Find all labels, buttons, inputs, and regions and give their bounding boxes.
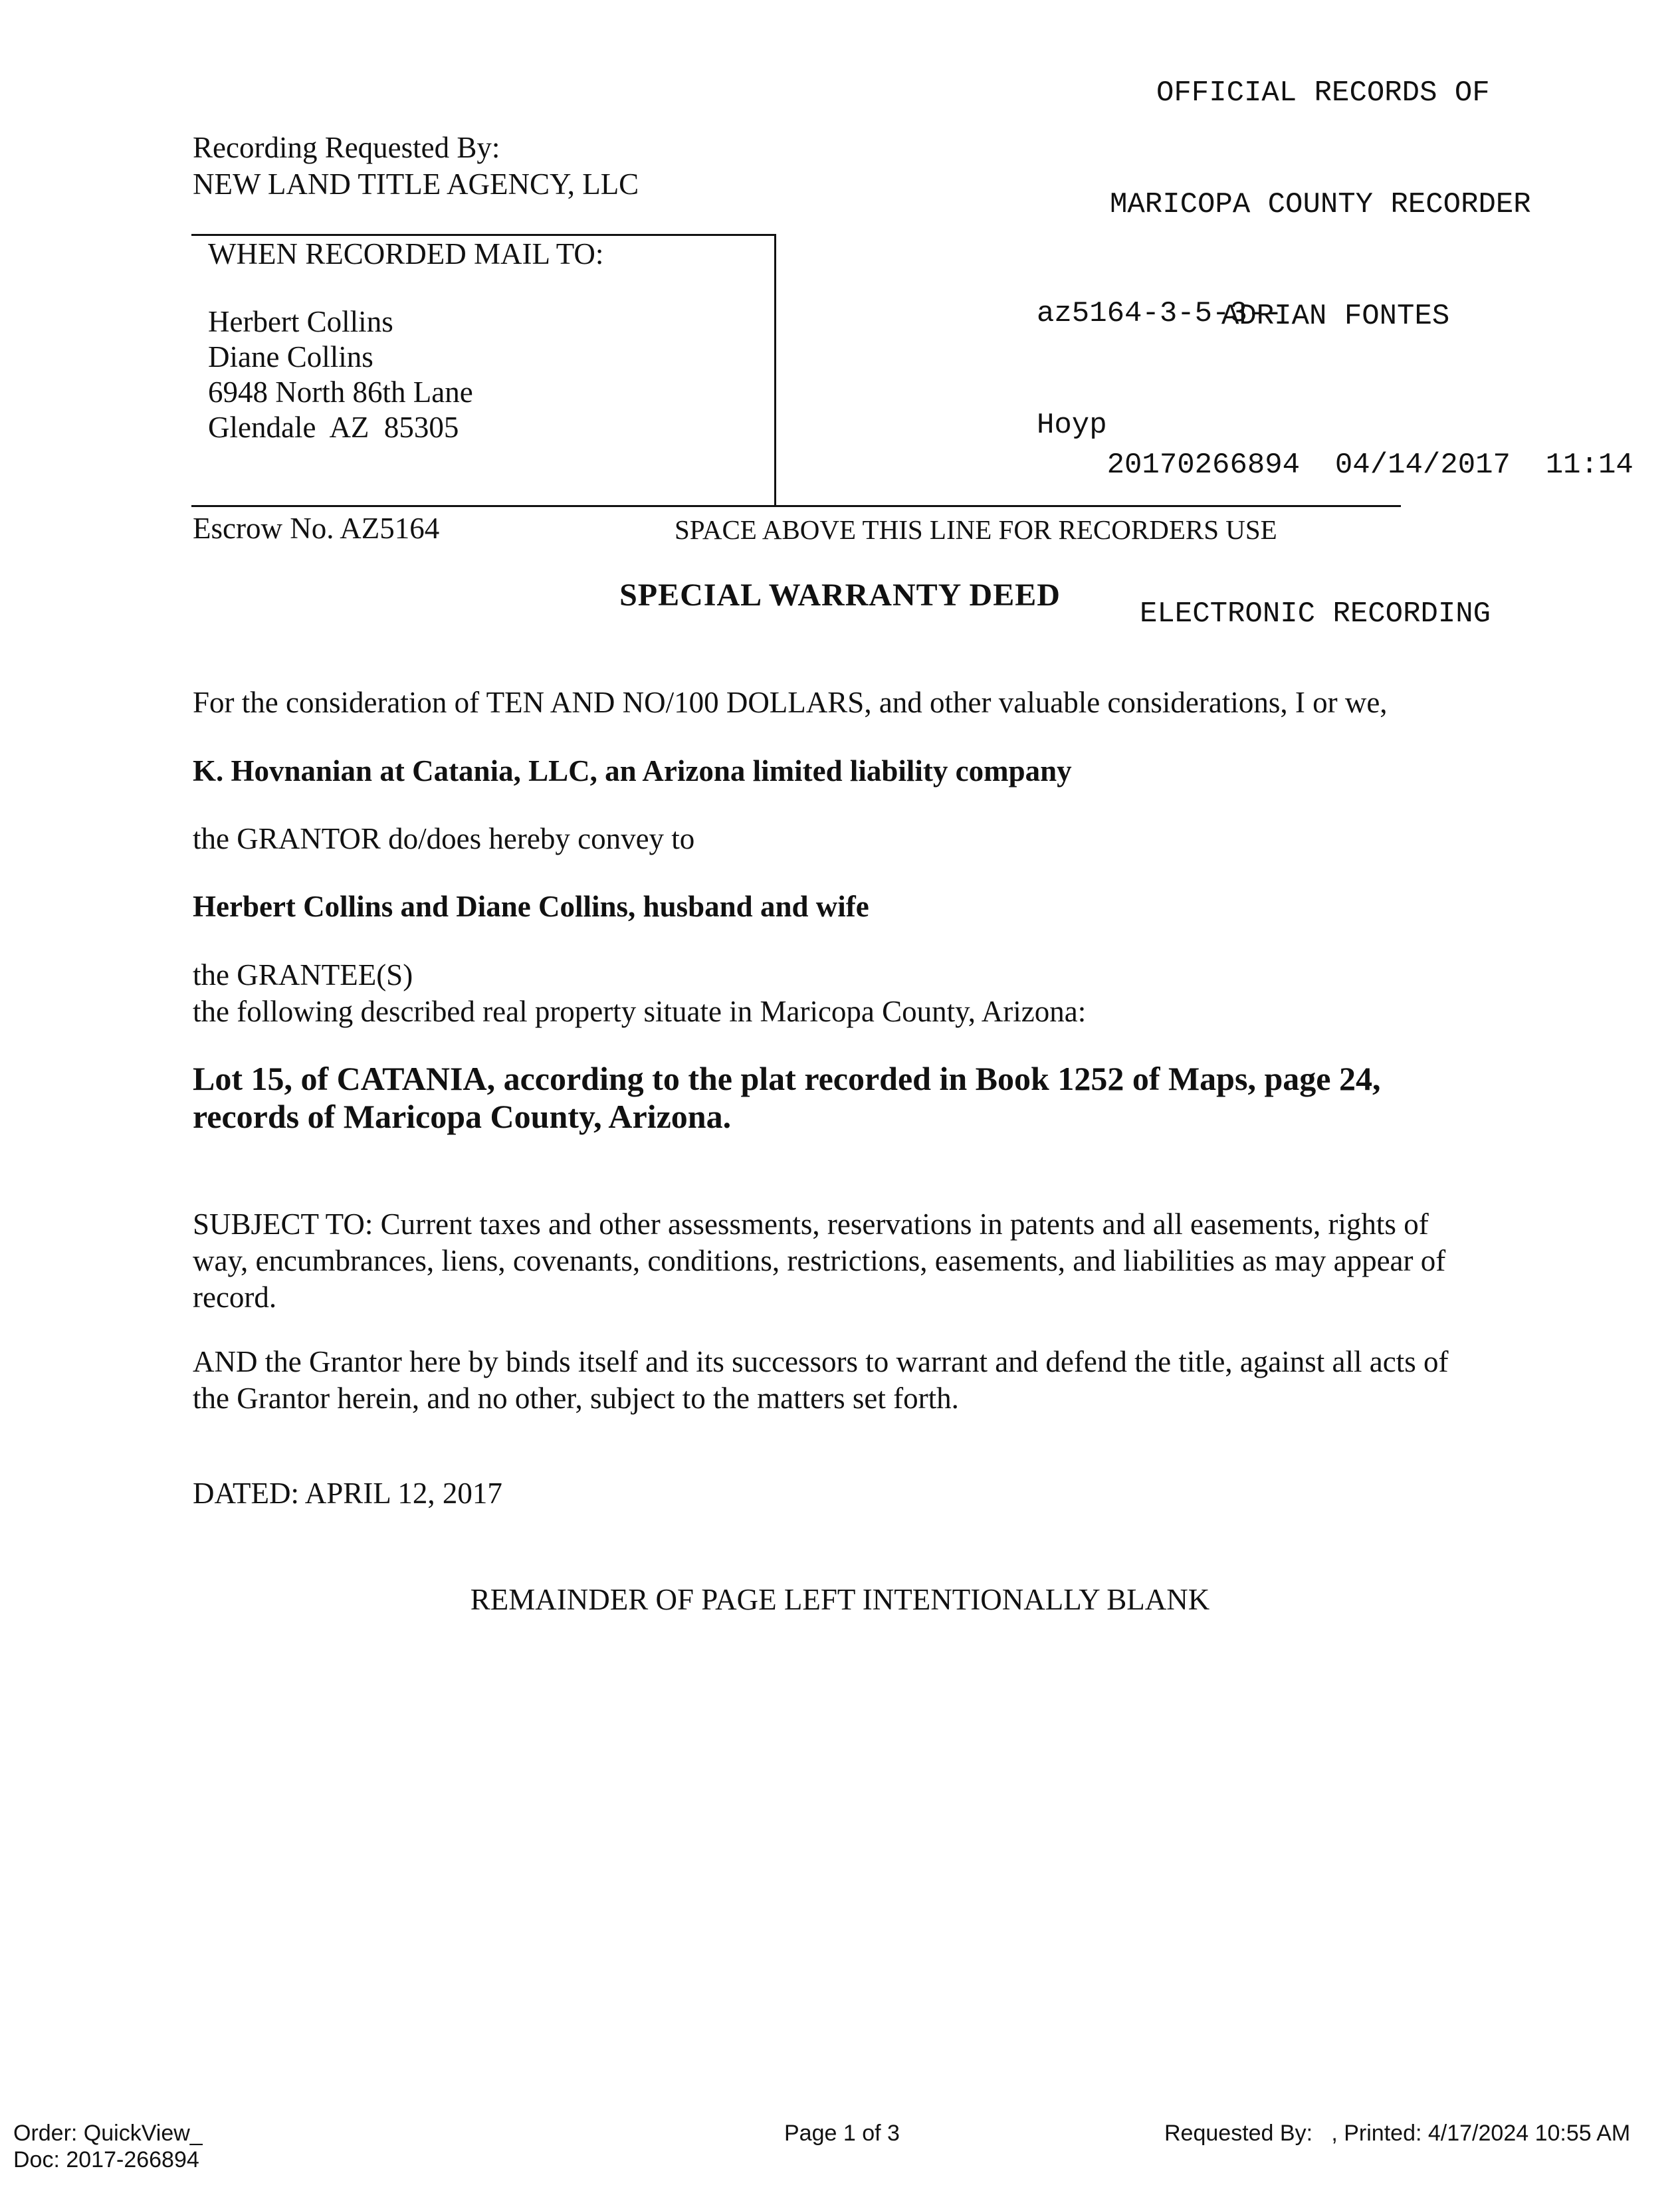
grantee-name: Herbert Collins and Diane Collins, husband and wife: [193, 890, 869, 923]
footer-page-number: Page 1 of 3: [784, 2121, 900, 2146]
subject-to-line-3: record.: [193, 1281, 277, 1314]
escrow-number: Escrow No. AZ5164: [193, 512, 440, 545]
property-intro: the following described real property situate in Maricopa County, Arizona:: [193, 995, 1087, 1028]
warranty-line-1: AND the Grantor here by binds itself and its successors to warrant and defend the title, against all acts of: [193, 1345, 1449, 1378]
subject-to-paragraph: [193, 1206, 1502, 1316]
stamp-code-line2: Hoyp: [1037, 409, 1107, 442]
remainder-note: REMAINDER OF PAGE LEFT INTENTIONALLY BLANK: [470, 1583, 1210, 1616]
mail-to-street: 6948 North 86th Lane: [208, 375, 473, 409]
warranty-line-2: the Grantor herein, and no other, subject to the matters set forth.: [193, 1382, 959, 1415]
legal-description-line-1: Lot 15, of CATANIA, according to the plat recorded in Book 1252 of Maps, page 24,: [193, 1060, 1381, 1097]
recorders-use-line: [191, 505, 1401, 507]
mail-to-city: Glendale AZ 85305: [208, 411, 459, 444]
stamp-line-official: OFFICIAL RECORDS OF: [1156, 76, 1490, 110]
mail-to-box-right-border: [774, 234, 776, 506]
subject-to-line-1: SUBJECT TO: Current taxes and other assessments, reservations in patents and all easements, rights of: [193, 1207, 1429, 1241]
mail-to-label: WHEN RECORDED MAIL TO:: [208, 237, 604, 270]
recorders-use-note: SPACE ABOVE THIS LINE FOR RECORDERS USE: [675, 514, 1277, 545]
consideration-text: For the consideration of TEN AND NO/100 DOLLARS, and other valuable considerations, I or we,: [193, 686, 1388, 719]
mail-to-address: [208, 304, 473, 445]
grantor-name: K. Hovnanian at Catania, LLC, an Arizona limited liability company: [193, 754, 1072, 787]
mail-to-name-2: Diane Collins: [208, 340, 373, 373]
mail-to-name-1: Herbert Collins: [208, 305, 393, 338]
stamp-line-recorder-name: ADRIAN FONTES: [1221, 300, 1450, 333]
recording-requested-label: Recording Requested By:: [193, 131, 500, 164]
dated-line: DATED: APRIL 12, 2017: [193, 1477, 502, 1510]
stamp-line-electronic: ELECTRONIC RECORDING: [1140, 597, 1491, 631]
stamp-code: [1037, 221, 1283, 481]
subject-to-line-2: way, encumbrances, liens, covenants, conditions, restrictions, easements, and liabilities as may appear of: [193, 1244, 1446, 1277]
footer-doc: Doc: 2017-266894: [13, 2147, 199, 2172]
stamp-line-county: MARICOPA COUNTY RECORDER: [1110, 188, 1531, 221]
recording-requested-agency: NEW LAND TITLE AGENCY, LLC: [193, 167, 639, 201]
legal-description: [193, 1060, 1380, 1136]
document-title: SPECIAL WARRANTY DEED: [619, 577, 1061, 613]
stamp-date: 04/14/2017: [1334, 449, 1511, 482]
grantee-label: the GRANTEE(S): [193, 958, 413, 992]
warranty-paragraph: [193, 1344, 1502, 1417]
legal-description-line-2: records of Maricopa County, Arizona.: [193, 1098, 732, 1135]
footer-requested-printed: Requested By: , Printed: 4/17/2024 10:55 AM: [1164, 2121, 1631, 2146]
footer-left: [13, 2120, 203, 2173]
recording-requested-block: [193, 130, 639, 203]
stamp-time: 11:14: [1545, 449, 1633, 482]
stamp-code-line1: az5164-3-5-3--: [1037, 297, 1283, 330]
footer-order: Order: QuickView_: [13, 2121, 203, 2146]
stamp-doc-number: 20170266894: [1106, 449, 1301, 482]
grantor-convey-text: the GRANTOR do/does hereby convey to: [193, 822, 695, 855]
